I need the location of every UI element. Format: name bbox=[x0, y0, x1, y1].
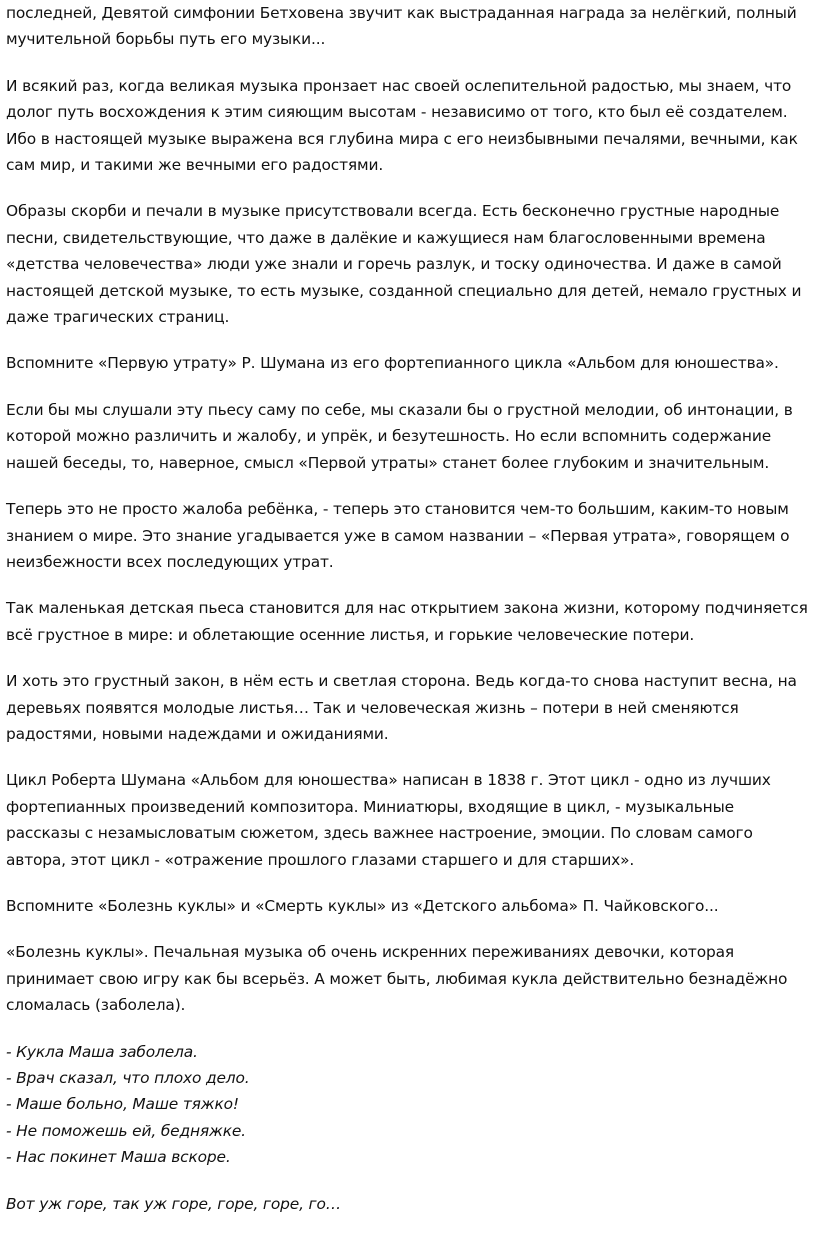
paragraph-great-music: И всякий раз, когда великая музыка пронзает нас своей ослепительной радостью, мы знаем, что долог путь восхождения к этим сияющим высотам - независимо от того, кто был её создателем. Ибо в настоящей музыке выражена вся глубина мира с его неизбывными печалями, вечными, как сам мир, и такими же вечными его радостями. bbox=[6, 76, 798, 175]
poem-line: - Нас покинет Маша вскоре. bbox=[6, 1148, 231, 1167]
paragraph-sorrow-images: Образы скорби и печали в музыке присутствовали всегда. Есть бесконечно грустные народные песни, свидетельствующие, что даже в далёкие и кажущиеся нам благословенными времена «детства человечества» люди уже знали и горечь разлук, и тоску одиночества. И даже в самой настоящей детской музыке, то есть музыке, созданной специально для детей, немало грустных и даже трагических страниц. bbox=[6, 202, 802, 327]
paragraph-child-complaint: Теперь это не просто жалоба ребёнка, - теперь это становится чем-то большим, каким-то новым знанием о мире. Это знание угадывается уже в самом названии – «Первая утрата», говорящем о неизбежности всех последующих утрат. bbox=[6, 500, 790, 571]
paragraph-bright-side: И хоть это грустный закон, в нём есть и светлая сторона. Ведь когда-то снова наступит весна, на деревьях появятся молодые листья… Так и человеческая жизнь – потери в ней сменяются радостями, новыми надеждами и ожиданиями. bbox=[6, 672, 797, 743]
paragraph-first-loss: Вспомните «Первую утрату» Р. Шумана из его фортепианного цикла «Альбом для юношества». bbox=[6, 354, 779, 373]
paragraph-tchaikovsky: Вспомните «Болезнь куклы» и «Смерть куклы» из «Детского альбома» П. Чайковского... bbox=[6, 896, 719, 915]
poem-line: - Кукла Маша заболела. bbox=[6, 1042, 198, 1061]
poem-line: - Не поможешь ей, бедняжке. bbox=[6, 1121, 246, 1140]
paragraph-doll-illness: «Болезнь куклы». Печальная музыка об очень искренних переживаниях девочки, которая принимает свою игру как бы всерьёз. А может быть, любимая кукла действительно безнадёжно сломалась (заболела). bbox=[6, 943, 788, 1015]
paragraph-schumann-cycle: Цикл Роберта Шумана «Альбом для юношества» написан в 1838 г. Этот цикл - одно из лучших фортепианных произведений композитора. Миниатюры, входящие в цикл, - музыкальные рассказы с незамысловатым сюжетом, здесь важнее настроение, эмоции. По словам самого автора, этот цикл - «отражение прошлого глазами старшего и для старших». bbox=[6, 771, 771, 869]
closing-line: Вот уж горе, так уж горе, горе, горе, го… bbox=[6, 1194, 341, 1213]
poem bbox=[6, 1039, 812, 1171]
paragraph-beethoven: последней, Девятой симфонии Бетховена звучит как выстраданная награда за нелёгкий, полный мучительной борьбы путь его музыки... bbox=[6, 4, 797, 49]
document-page bbox=[6, 0, 812, 1237]
poem-line: - Врач сказал, что плохо дело. bbox=[6, 1069, 250, 1087]
paragraph-law-of-life: Так маленькая детская пьеса становится для нас открытием закона жизни, которому подчиняется всё грустное в мире: и облетающие осенние листья, и горькие человеческие потери. bbox=[6, 599, 808, 644]
paragraph-listening: Если бы мы слушали эту пьесу саму по себе, мы сказали бы о грустной мелодии, об интонации, в которой можно различить и жалобу, и упрёк, и безутешность. Но если вспомнить содержание нашей беседы, то, наверное, смысл «Первой утраты» станет более глубоким и значительным. bbox=[6, 400, 793, 472]
poem-line: - Маше больно, Маше тяжко! bbox=[6, 1095, 239, 1114]
